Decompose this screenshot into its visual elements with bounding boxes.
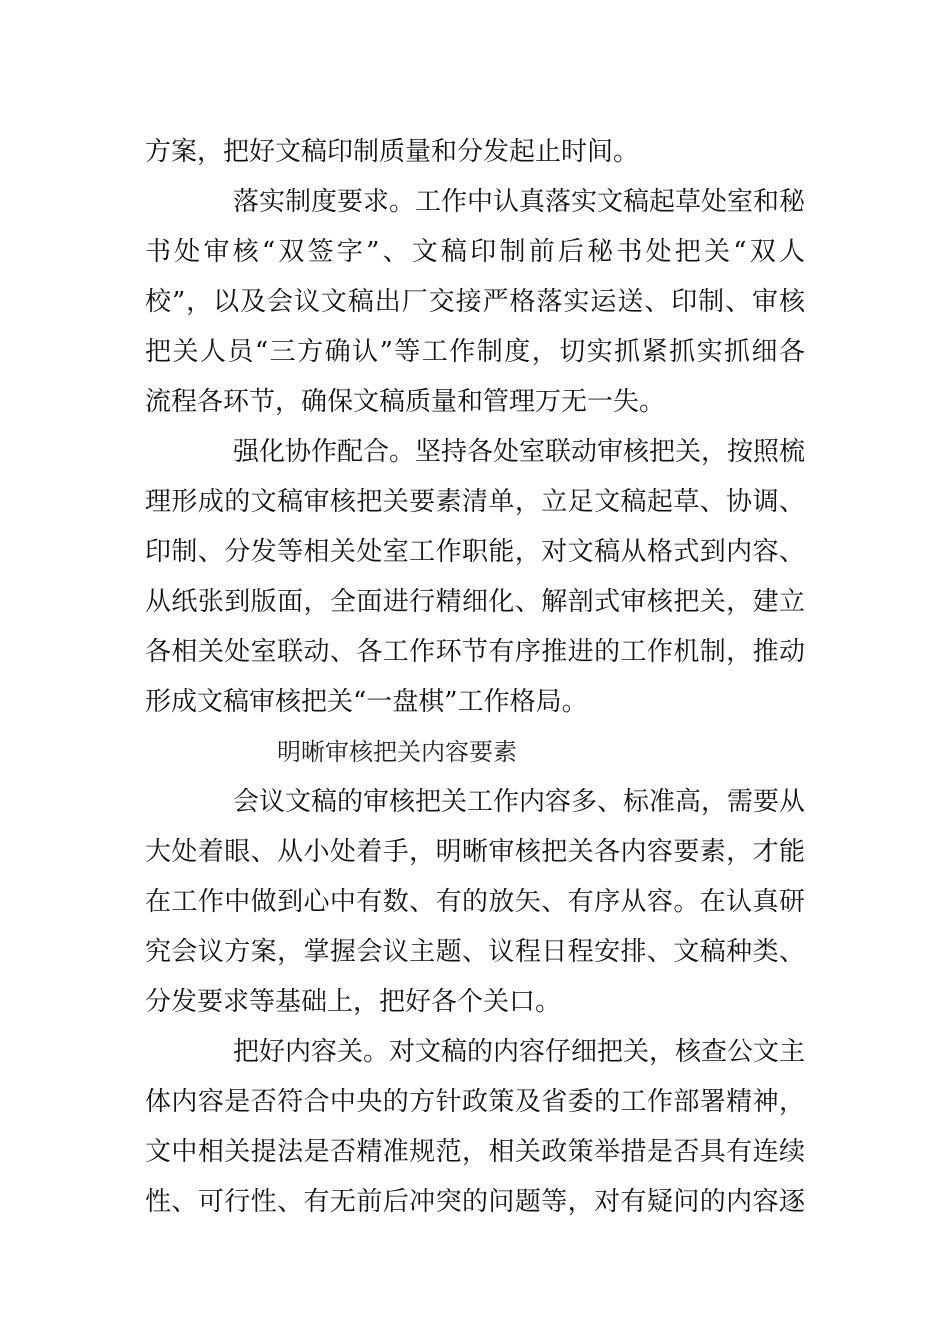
text-line: 流程各环节，确保文稿质量和管理万无一失。 xyxy=(145,387,666,417)
text-line: 书处审核“双签字”、文稿印制前后秘书处把关“双人 xyxy=(145,237,805,267)
paragraph-first-line: 落实制度要求。工作中认真落实文稿起草处室和秘 xyxy=(233,187,805,217)
text-line: 各相关处室联动、各工作环节有序推进的工作机制，推动 xyxy=(145,637,805,667)
text-line: 文中相关提法是否精准规范，相关政策举措是否具有连续 xyxy=(145,1137,805,1167)
text-line: 大处着眼、从小处着手，明晰审核把关各内容要素，才能 xyxy=(145,837,805,867)
text-line: 性、可行性、有无前后冲突的问题等，对有疑问的内容逐 xyxy=(145,1187,805,1217)
text-line: 校”，以及会议文稿出厂交接严格落实运送、印制、审核 xyxy=(145,287,805,317)
text-line: 形成文稿审核把关“一盘棋”工作格局。 xyxy=(145,687,588,717)
paragraph-first-line: 强化协作配合。坚持各处室联动审核把关，按照梳 xyxy=(233,437,805,467)
paragraph-first-line: 把好内容关。对文稿的内容仔细把关，核查公文主 xyxy=(233,1037,805,1067)
text-line: 究会议方案，掌握会议主题、议程日程安排、文稿种类、 xyxy=(145,937,805,967)
text-line: 在工作中做到心中有数、有的放矢、有序从容。在认真研 xyxy=(145,887,805,917)
document-body xyxy=(145,127,805,1227)
paragraph-first-line: 会议文稿的审核把关工作内容多、标准高，需要从 xyxy=(233,787,805,817)
text-line: 印制、分发等相关处室工作职能，对文稿从格式到内容、 xyxy=(145,537,805,567)
text-line: 把关人员“三方确认”等工作制度，切实抓紧抓实抓细各 xyxy=(145,337,805,367)
text-line: 方案，把好文稿印制质量和分发起止时间。 xyxy=(145,137,640,167)
text-line: 从纸张到版面，全面进行精细化、解剖式审核把关，建立 xyxy=(145,587,805,617)
text-line: 体内容是否符合中央的方针政策及省委的工作部署精神， xyxy=(145,1087,805,1117)
text-line: 理形成的文稿审核把关要素清单，立足文稿起草、协调、 xyxy=(145,487,805,517)
text-line: 分发要求等基础上，把好各个关口。 xyxy=(145,987,562,1017)
section-heading: 明晰审核把关内容要素 xyxy=(277,738,517,766)
